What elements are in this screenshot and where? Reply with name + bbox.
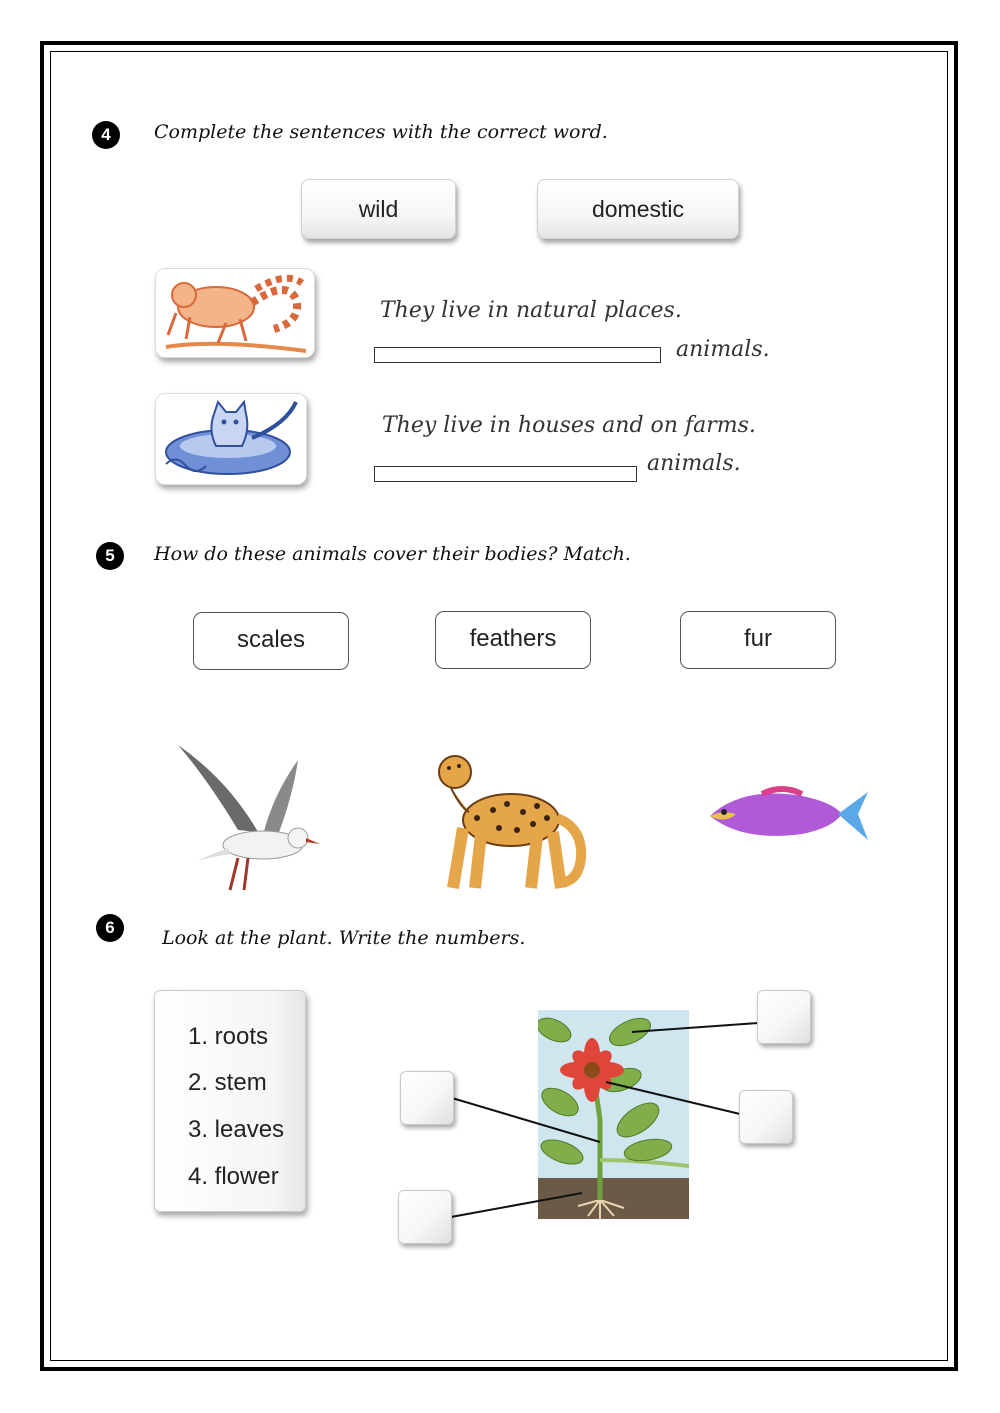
- sentence-2: They live in houses and on farms.: [382, 413, 756, 438]
- answer-box-leaves[interactable]: [757, 990, 811, 1044]
- section-6-number: 6: [96, 914, 124, 942]
- answer-box-stem[interactable]: [400, 1071, 454, 1125]
- section-5-instruction: How do these animals cover their bodies? Match.: [154, 543, 631, 565]
- section-4-number: 4: [92, 121, 120, 149]
- option-scales[interactable]: scales: [193, 612, 349, 670]
- sentence-1: They live in natural places.: [380, 298, 682, 323]
- word-card-wild[interactable]: wild: [301, 179, 456, 239]
- section-4-instruction: Complete the sentences with the correct word.: [154, 121, 608, 143]
- section-6-instruction: Look at the plant. Write the numbers.: [162, 927, 526, 949]
- word-card-domestic[interactable]: domestic: [537, 179, 739, 239]
- legend-item-leaves: 3. leaves: [188, 1116, 285, 1143]
- legend-item-stem: 2. stem: [188, 1069, 267, 1096]
- suffix-1: animals.: [676, 337, 770, 362]
- legend-item-flower: 4. flower: [188, 1163, 279, 1190]
- option-feathers[interactable]: feathers: [435, 611, 591, 669]
- option-fur[interactable]: fur: [680, 611, 836, 669]
- legend-item-roots: 1. roots: [188, 1023, 269, 1050]
- suffix-2: animals.: [647, 451, 741, 476]
- section-5-number: 5: [96, 542, 124, 570]
- answer-box-flower[interactable]: [739, 1090, 793, 1144]
- answer-box-roots[interactable]: [398, 1190, 452, 1244]
